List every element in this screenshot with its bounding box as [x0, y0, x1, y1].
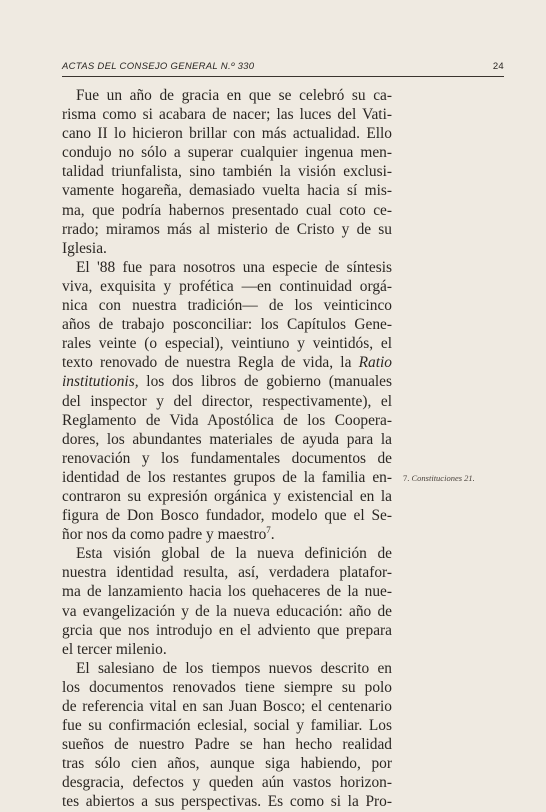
text-line: tes abiertos a sus perspectivas. Es como si la Pro- [62, 793, 392, 811]
running-title: ACTAS DEL CONSEJO GENERAL N.º 330 [62, 61, 255, 72]
text-line-with-italic [62, 353, 392, 372]
text-line: Iglesia. [62, 239, 107, 257]
text-line: de referencia vital en san Juan Bosco; el centenario [62, 698, 392, 715]
paragraph-2 [62, 258, 392, 544]
text-line: Reglamento de Vida Apostólica de los Coopera- [62, 411, 392, 429]
footnote-reference: 7 [266, 525, 271, 536]
text-line: años de trabajo posconciliar: los Capítulos Gene- [62, 316, 392, 334]
italic-term: Ratio [358, 354, 392, 372]
text-line: grcia que nos introdujo en el adviento que prepara [62, 621, 392, 639]
italic-term: institutionis, [62, 373, 139, 391]
text-span: . [270, 526, 275, 544]
text-span: ñor nos da como padre y maestro [62, 526, 267, 544]
paragraph-3 [62, 544, 392, 659]
text-line: del inspector y del director, respectivamente), el [62, 392, 392, 410]
paragraph-4 [62, 659, 392, 812]
text-line: ma, que podría habernos presentado cual coto ce- [62, 201, 392, 219]
text-line: renovación y los fundamentales documentos de [62, 449, 392, 467]
paragraph-1 [62, 86, 392, 258]
text-span: los dos libros de gobierno (manuales [138, 373, 392, 391]
text-line: tras sólo cien años, aunque siga habiendo, por [62, 755, 392, 773]
text-line: viva, exquisita y profética —en continuidad orgá- [62, 277, 392, 295]
text-line: desgracia, defectos y queden aún vastos horizon- [62, 774, 392, 792]
text-line: El salesiano de los tiempos nuevos descrito en [76, 659, 392, 677]
text-line: talidad triunfalista, sino también la visión exclusi- [62, 163, 392, 181]
footnote-text: Constituciones 21. [411, 473, 475, 483]
text-line: El '88 fue para nosotros una especie de síntesis [76, 258, 392, 276]
body-text [62, 86, 392, 812]
text-line: nuestra identidad resulta, así, verdadera platafor- [62, 564, 392, 582]
text-line: cano II lo hicieron brillar con más actualidad. Ello [62, 125, 392, 143]
text-line: rales veinte (o especial), veintiuno y veintidós, el [62, 335, 392, 353]
text-line: Esta visión global de la nueva definición de [76, 545, 392, 563]
running-header [62, 60, 504, 77]
text-line-with-italic [62, 372, 392, 391]
text-span: texto renovado de nuestra Regla de vida, la [62, 354, 352, 372]
text-line: identidad de los restantes grupos de la familia en- [62, 468, 392, 486]
text-line: sueños de nuestro Padre se han hecho realidad [62, 736, 392, 754]
text-line: rrado; miramos más al misterio de Cristo y de su [62, 220, 392, 238]
text-line: ma de lanzamiento hacia los quehaceres de la nue- [62, 583, 392, 601]
text-line: condujo no sólo a superar cualquier ingenua men- [62, 144, 392, 162]
text-line: vamente hogareña, demasiado vuelta hacia sí mis- [62, 182, 392, 200]
text-line: va evangelización y de la nueva educación: año de [62, 602, 392, 620]
text-line: dores, los abundantes materiales de ayuda para la [62, 430, 392, 448]
text-line: Fue un año de gracia en que se celebró su ca- [76, 87, 392, 104]
text-line-with-footnote [62, 525, 392, 544]
text-line: fue su confirmación eclesial, social y familiar. Los [62, 717, 392, 735]
text-line: figura de Don Bosco fundador, modelo que el Se- [62, 507, 392, 525]
text-line: los documentos renovados tiene siempre su polo [62, 678, 392, 696]
page-number: 24 [492, 61, 504, 72]
footnote-number: 7. [403, 473, 410, 483]
text-line: contraron su expresión orgánica y existencial en la [62, 487, 392, 505]
text-line: nica con nuestra tradición— de los veinticinco [62, 297, 392, 315]
text-line: risma como si acabara de nacer; las luces del Vati- [62, 106, 392, 124]
margin-footnote [403, 473, 475, 483]
text-line: el tercer milenio. [62, 640, 167, 658]
